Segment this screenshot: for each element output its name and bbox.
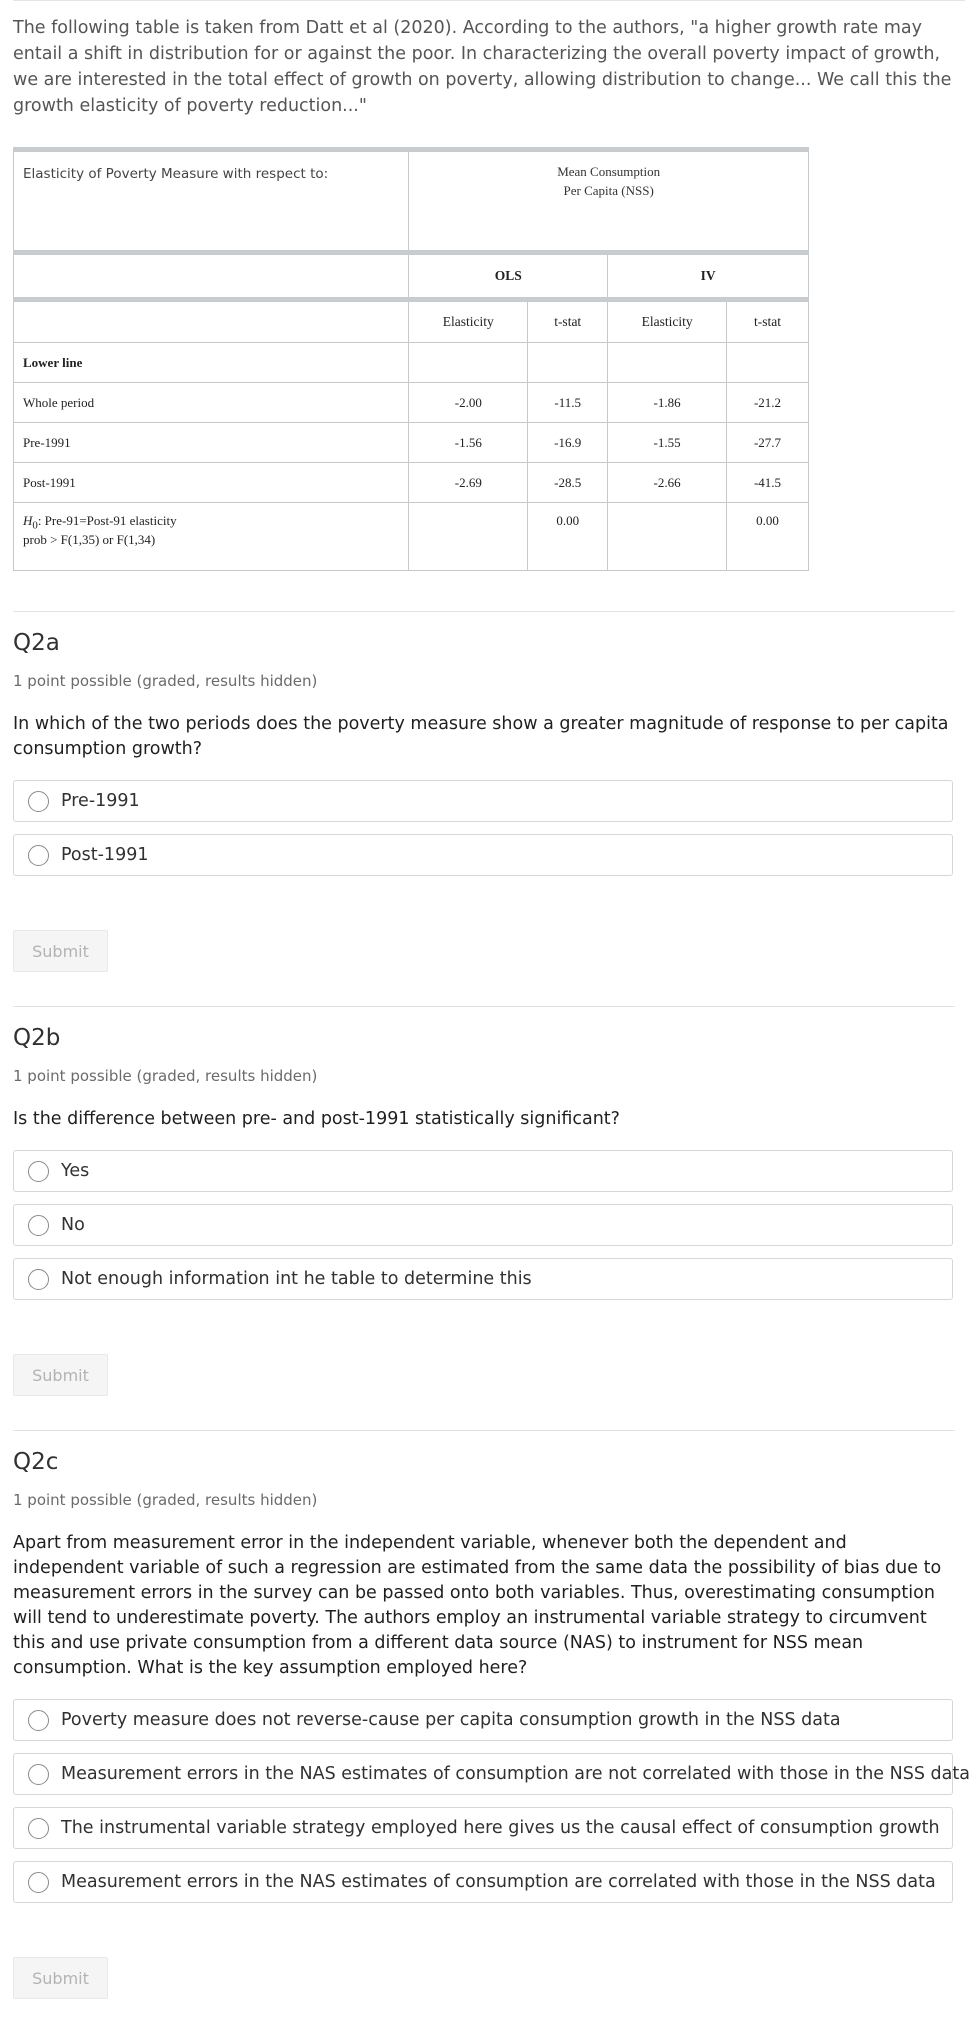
question-text: Apart from measurement error in the independent variable, whenever both the dependent and independent variable of such a regression are estimated from the same data the possibility of bias due to measurement errors in the survey can be passed onto both variables. Thus, overestimating consumption will tend to underestimate poverty. The authors employ an instrumental variable strategy to circumvent this and use private consumption from a different data source (NAS) to instrument for NSS mean consumption. What is the key assumption employed here?: [13, 1533, 942, 1678]
table-cell: -2.66: [608, 463, 727, 503]
radio-button[interactable]: [28, 1215, 49, 1236]
table-subheader-row: [14, 300, 809, 343]
table-cell-empty: [608, 503, 727, 571]
group-header-line1: Mean Consumption: [557, 164, 661, 179]
option-not-enough-info[interactable]: [13, 1258, 953, 1300]
table-cell-empty: [409, 343, 528, 383]
option-yes[interactable]: [13, 1150, 953, 1192]
question-title-q2c: Q2c: [13, 1449, 59, 1475]
table-cell: -21.2: [727, 383, 809, 423]
submit-button[interactable]: Submit: [13, 1354, 108, 1396]
table-row-hypothesis: [14, 503, 809, 571]
option-no-reverse-causation[interactable]: [13, 1699, 953, 1741]
row-label: Post-1991: [14, 463, 409, 503]
table-row: [14, 423, 809, 463]
table-cell-empty: [14, 300, 409, 343]
table-row: [14, 463, 809, 503]
option-pre-1991[interactable]: [13, 780, 953, 822]
intro-paragraph: The following table is taken from Datt et al (2020). According to the authors, "a higher growth rate may entail a shift in distribution for or against the poor. In characterizing the overall poverty impact of growth, we are interested in the total effect of growth on poverty, allowing distribution to change... We call this the growth elasticity of poverty reduction...": [13, 18, 952, 116]
option-errors-correlated[interactable]: [13, 1861, 953, 1903]
table-cell: -28.5: [528, 463, 608, 503]
results-table-wrapper: [13, 147, 979, 571]
row-label: Pre-1991: [14, 423, 409, 463]
submit-button[interactable]: Submit: [13, 1957, 108, 1999]
h0-line2: prob > F(1,35) or F(1,34): [23, 531, 156, 547]
question-meta: 1 point possible (graded, results hidden): [13, 1067, 318, 1085]
subheader-iv-elasticity: Elasticity: [608, 300, 727, 343]
radio-button[interactable]: [28, 1269, 49, 1290]
table-cell: -16.9: [528, 423, 608, 463]
radio-button[interactable]: [28, 1818, 49, 1839]
results-table: [13, 147, 809, 571]
table-method-row: [14, 253, 809, 300]
table-header-row: [14, 150, 809, 253]
question-text: In which of the two periods does the poverty measure show a greater magnitude of response to per capita consumption growth?: [13, 714, 949, 759]
radio-button[interactable]: [28, 1872, 49, 1893]
top-divider: [13, 0, 965, 1]
table-cell: 0.00: [727, 503, 809, 571]
h0-symbol: H: [23, 513, 33, 528]
question-meta: 1 point possible (graded, results hidden): [13, 1491, 318, 1509]
option-label: The instrumental variable strategy employed here gives us the causal effect of consumption growth: [61, 1818, 940, 1838]
option-causal-effect[interactable]: [13, 1807, 953, 1849]
table-cell-empty: [14, 253, 409, 300]
question-text: Is the difference between pre- and post-1991 statistically significant?: [13, 1109, 620, 1129]
iv-header: IV: [608, 253, 809, 300]
radio-button[interactable]: [28, 1764, 49, 1785]
table-cell: -11.5: [528, 383, 608, 423]
table-cell: -1.56: [409, 423, 528, 463]
table-corner-label: Elasticity of Poverty Measure with respect to:: [14, 150, 409, 253]
table-row: [14, 383, 809, 423]
table-cell: -41.5: [727, 463, 809, 503]
table-cell-empty: [608, 343, 727, 383]
option-no[interactable]: [13, 1204, 953, 1246]
option-label: Pre-1991: [61, 791, 140, 811]
radio-button[interactable]: [28, 845, 49, 866]
hypothesis-label: [14, 503, 409, 571]
table-cell-empty: [409, 503, 528, 571]
table-cell-empty: [528, 343, 608, 383]
table-cell: -27.7: [727, 423, 809, 463]
table-cell: 0.00: [528, 503, 608, 571]
radio-button[interactable]: [28, 1161, 49, 1182]
h0-line1: : Pre-91=Post-91 elasticity: [37, 513, 177, 528]
question-title-q2a: Q2a: [13, 630, 60, 656]
table-group-header: [409, 150, 809, 253]
ols-header: OLS: [409, 253, 608, 300]
option-label: Post-1991: [61, 845, 149, 865]
table-cell: -1.86: [608, 383, 727, 423]
option-post-1991[interactable]: [13, 834, 953, 876]
option-errors-not-correlated[interactable]: [13, 1753, 970, 1795]
subheader-ols-elasticity: Elasticity: [409, 300, 528, 343]
option-label: Not enough information int he table to determine this: [61, 1269, 532, 1289]
radio-button[interactable]: [28, 1710, 49, 1731]
option-label: No: [61, 1215, 85, 1235]
table-cell: -2.00: [409, 383, 528, 423]
section-label: Lower line: [14, 343, 409, 383]
option-label: Measurement errors in the NAS estimates of consumption are not correlated with those in the NSS data: [61, 1764, 970, 1784]
option-label: Poverty measure does not reverse-cause per capita consumption growth in the NSS data: [61, 1710, 841, 1730]
table-row-section: [14, 343, 809, 383]
radio-button[interactable]: [28, 791, 49, 812]
option-label: Yes: [61, 1161, 90, 1181]
h0-subscript: 0: [32, 519, 38, 532]
subheader-ols-tstat: t-stat: [528, 300, 608, 343]
row-label: Whole period: [14, 383, 409, 423]
submit-button[interactable]: Submit: [13, 930, 108, 972]
table-cell: -2.69: [409, 463, 528, 503]
question-title-q2b: Q2b: [13, 1025, 61, 1051]
question-meta: 1 point possible (graded, results hidden): [13, 672, 318, 690]
subheader-iv-tstat: t-stat: [727, 300, 809, 343]
table-cell: -1.55: [608, 423, 727, 463]
table-cell-empty: [727, 343, 809, 383]
option-label: Measurement errors in the NAS estimates of consumption are correlated with those in the NSS data: [61, 1872, 936, 1892]
group-header-line2: Per Capita (NSS): [563, 183, 654, 198]
